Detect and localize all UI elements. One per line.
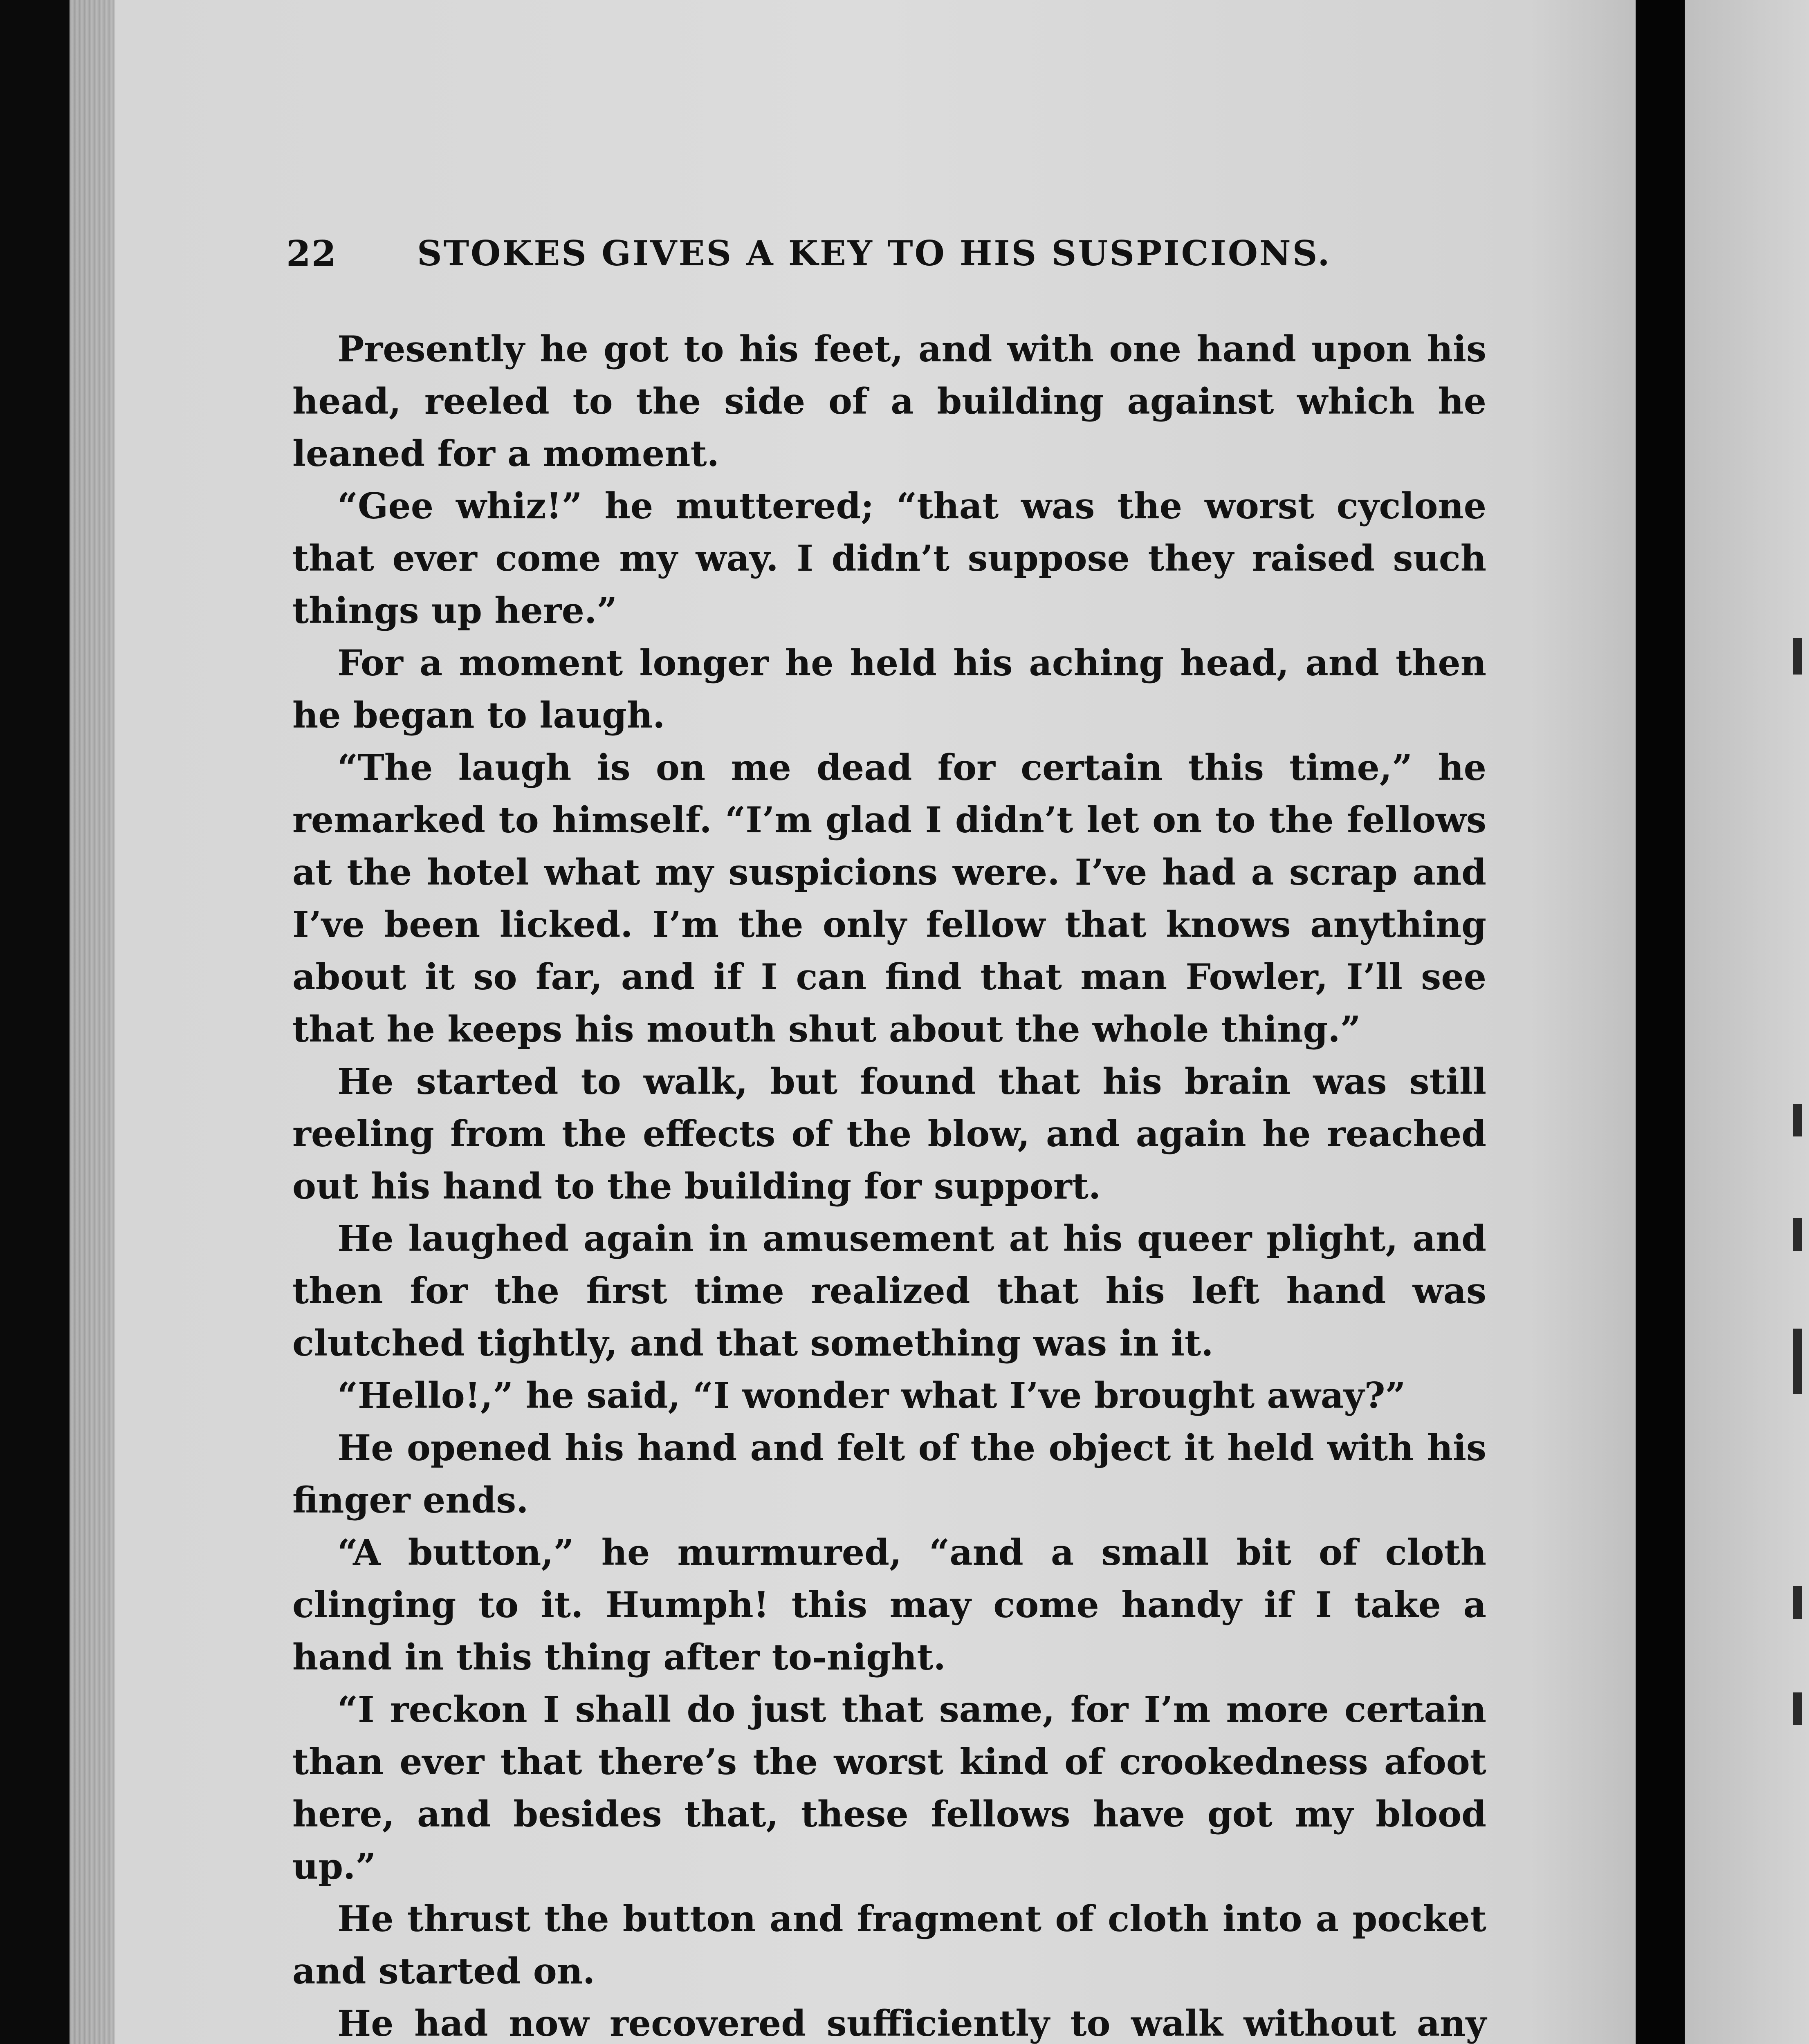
paragraph: “I reckon I shall do just that same, for I’m more certain than ever that there’s the worst kind of crookedness afoot here, and besides that, these fellows have got my blood up.” (292, 1688, 1486, 1887)
body-text (292, 323, 1486, 2044)
paragraph: “A button,” he murmured, “and a small bit of cloth clinging to it. Humph! this may come handy if I take a hand in this thing after to-night. (292, 1531, 1486, 1678)
paragraph: “The laugh is on me dead for certain this time,” he remarked to himself. “I’m glad I didn’t let on to the fellows at the hotel what my suspicions were. I’ve had a scrap and I’ve been licked. I’m the only fellow that knows anything about it so far, and if I can find that man Fowler, I’ll see that he keeps his mouth shut about the whole thing.” (292, 746, 1486, 1050)
bleed-mark (1793, 1586, 1802, 1619)
facing-page-edge (1685, 0, 1809, 2044)
chapter-title: STOKES GIVES A KEY TO HIS SUSPICIONS. (417, 233, 1331, 273)
page-number: 22 (286, 233, 337, 274)
paragraph: “Hello!,” he said, “I wonder what I’ve brought away?” (337, 1374, 1406, 1416)
paragraph: For a moment longer he held his aching head, and then he began to laugh. (292, 642, 1486, 736)
paragraph: “Gee whiz!” he muttered; “that was the worst cyclone that ever come my way. I didn’t suppose they raised such things up here.” (292, 485, 1486, 632)
paragraph: He started to walk, but found that his brain was still reeling from the effects of the blow, and again he reached out his hand to the building for support. (292, 1060, 1486, 1207)
paragraph: He laughed again in amusement at his queer plight, and then for the first time realized that his left hand was clutched tightly, and that something was in it. (292, 1217, 1486, 1364)
bleed-mark (1793, 638, 1802, 675)
bleed-mark (1793, 1218, 1802, 1251)
book-gutter (1636, 0, 1685, 2044)
running-head (286, 233, 1493, 282)
bleed-mark (1793, 1104, 1802, 1136)
paragraph: Presently he got to his feet, and with one hand upon his head, reeled to the side of a building against which he leaned for a moment. (292, 328, 1486, 475)
bleed-mark (1793, 1692, 1802, 1725)
paragraph: He thrust the button and fragment of cloth into a pocket and started on. (292, 1898, 1486, 1992)
paragraph: He had now recovered sufficiently to walk without any (337, 2002, 1486, 2044)
bleed-mark (1793, 1329, 1802, 1394)
page-stack-edge (70, 0, 114, 2044)
paragraph: He opened his hand and felt of the object it held with his finger ends. (292, 1427, 1486, 1521)
